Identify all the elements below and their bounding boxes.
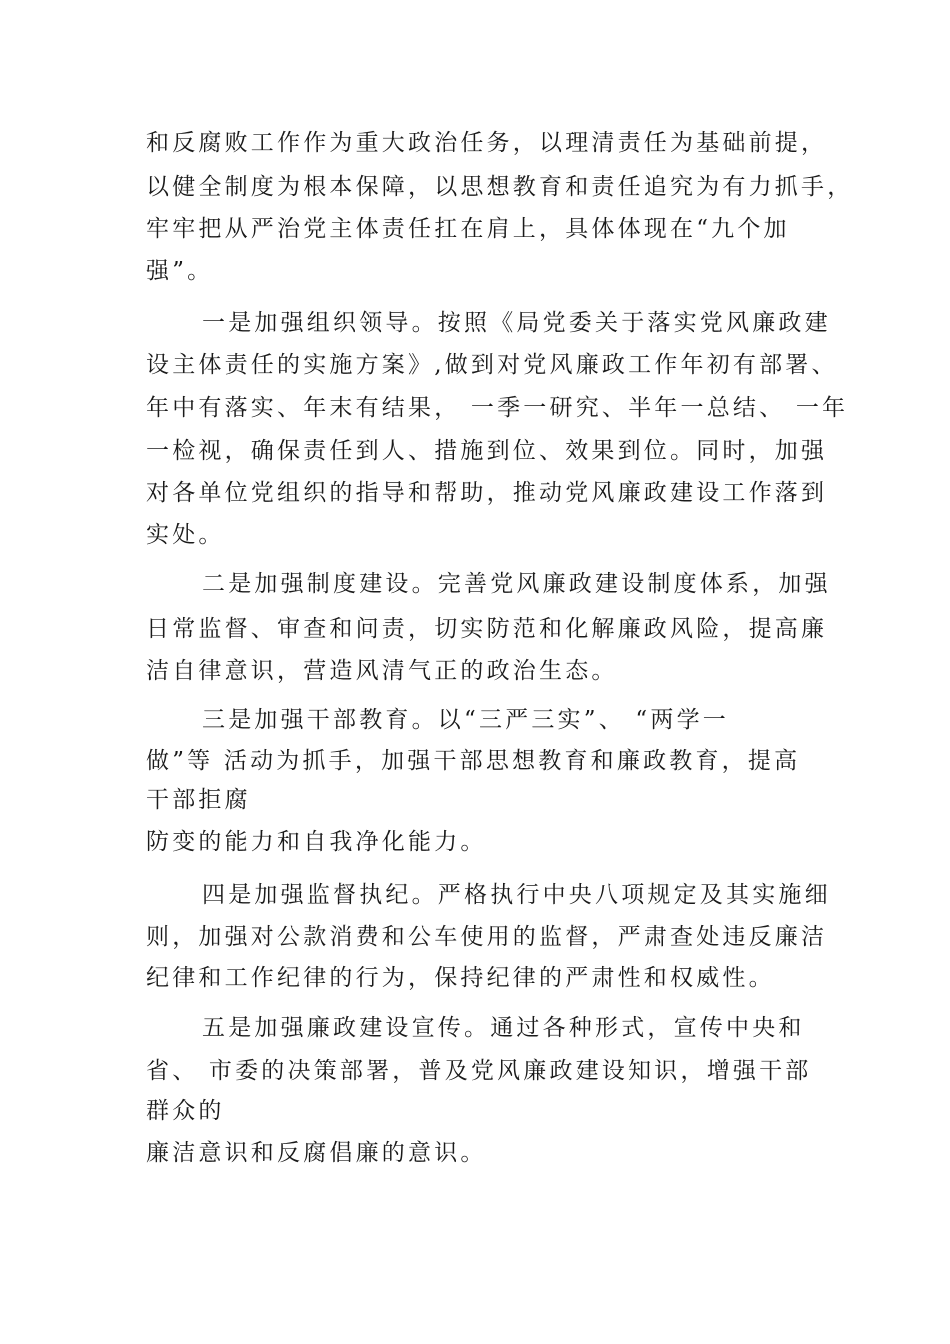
paragraph-3-line-2: 日常监督、审查和问责，切实防范和化解廉政风险，提高廉 bbox=[146, 616, 828, 642]
paragraph-2-line-4: 一检视，确保责任到人、措施到位、效果到位。同时，加强 bbox=[146, 438, 828, 464]
paragraph-2-line-5: 对各单位党组织的指导和帮助，推动党风廉政建设工作落到 bbox=[146, 480, 828, 506]
paragraph-3-line-3: 洁自律意识，营造风清气正的政治生态。 bbox=[146, 658, 618, 684]
paragraph-2-line-3: 年中有落实、年末有结果， 一季一研究、半年一总结、 一年 bbox=[146, 395, 849, 421]
paragraph-1-line-4: 强”。 bbox=[146, 258, 214, 284]
paragraph-1-line-2: 以健全制度为根本保障，以思想教育和责任追究为有力抓手， bbox=[146, 174, 854, 200]
paragraph-3-line-1: 二是加强制度建设。完善党风廉政建设制度体系，加强 bbox=[202, 571, 831, 597]
paragraph-6-line-1: 五是加强廉政建设宣传。通过各种形式，宣传中央和 bbox=[202, 1015, 805, 1041]
paragraph-5-line-1: 四是加强监督执纪。严格执行中央八项规定及其实施细 bbox=[202, 882, 831, 908]
paragraph-4-line-1: 三是加强干部教育。以“三严三实”、 “两学一 bbox=[202, 707, 729, 733]
paragraph-6-line-4: 廉洁意识和反腐倡廉的意识。 bbox=[146, 1140, 487, 1166]
paragraph-2-line-1: 一是加强组织领导。按照《局党委关于落实党风廉政建 bbox=[202, 310, 831, 336]
paragraph-6-line-3: 群众的 bbox=[146, 1098, 225, 1124]
paragraph-1-line-3: 牢牢把从严治党主体责任扛在肩上，具体体现在“九个加 bbox=[146, 216, 790, 242]
paragraph-5-line-2: 则，加强对公款消费和公车使用的监督，严肃查处违反廉洁 bbox=[146, 924, 828, 950]
paragraph-5-line-3: 纪律和工作纪律的行为，保持纪律的严肃性和权威性。 bbox=[146, 965, 775, 991]
paragraph-4-line-3: 干部拒腐 bbox=[146, 787, 251, 813]
paragraph-1-line-1: 和反腐败工作作为重大政治任务，以理清责任为基础前提， bbox=[146, 130, 828, 156]
paragraph-4-line-4: 防变的能力和自我净化能力。 bbox=[146, 829, 487, 855]
paragraph-6-line-2: 省、 市委的决策部署，普及党风廉政建设知识，增强干部 bbox=[146, 1058, 812, 1084]
paragraph-2-line-2: 设主体责任的实施方案》,做到对党风廉政工作年初有部署、 bbox=[146, 352, 838, 378]
paragraph-2-line-6: 实处。 bbox=[146, 522, 225, 548]
paragraph-4-line-2: 做”等 活动为抓手，加强干部思想教育和廉政教育，提高 bbox=[146, 748, 801, 774]
